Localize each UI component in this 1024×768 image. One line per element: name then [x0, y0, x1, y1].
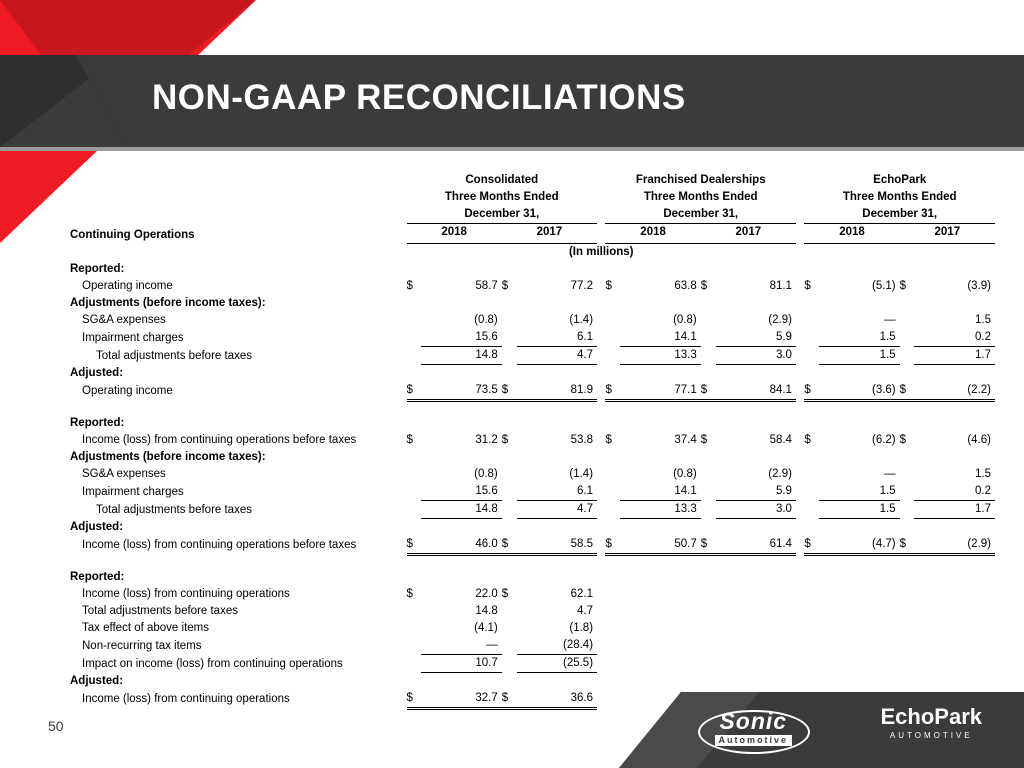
cell-value: 4.7 [517, 347, 597, 365]
cell-currency: $ [700, 434, 708, 446]
table-row [70, 466, 995, 483]
sonic-logo-tagline: Automotive [715, 735, 793, 746]
cell-value: 58.4 [769, 434, 792, 446]
section-heading-row [70, 673, 995, 690]
cell-value: — [884, 314, 896, 326]
year-header-cons-2017: 2017 [502, 224, 597, 244]
row-label: SG&A expenses [82, 468, 166, 480]
cell-value: 31.2 [475, 434, 498, 446]
units-note: (In millions) [568, 246, 634, 258]
heading-adjusted-2: Adjusted: [70, 520, 124, 533]
cell-currency: $ [605, 536, 620, 555]
heading-reported-2: Reported: [70, 417, 125, 429]
cell-value: — [421, 637, 501, 655]
section-heading-row [70, 519, 995, 536]
cell-value: (0.8) [673, 468, 697, 480]
section-heading-row [70, 261, 995, 278]
cell-value: 13.3 [620, 347, 700, 365]
section-heading-row [70, 449, 995, 466]
cell-currency: $ [407, 690, 422, 709]
group-date-franchised: December 31, [605, 206, 795, 224]
cell-value: 46.0 [421, 536, 501, 555]
cell-value: (3.9) [967, 280, 991, 292]
group-header-franchised: Franchised Dealerships [635, 174, 766, 186]
cell-value: 3.0 [716, 501, 796, 519]
row-label: Income (loss) from continuing operations [82, 588, 290, 600]
cell-value: 22.0 [475, 588, 498, 600]
cell-currency: $ [701, 382, 716, 401]
table-row [70, 312, 995, 329]
echopark-logo-tagline: AUTOMOTIVE [889, 731, 973, 740]
cell-value: 5.9 [716, 329, 796, 347]
cell-value: — [884, 468, 896, 480]
row-label: SG&A expenses [82, 314, 166, 326]
heading-reported-1: Reported: [70, 263, 125, 275]
cell-value: 6.1 [517, 483, 597, 501]
table-row [70, 637, 995, 655]
cell-currency: $ [501, 588, 509, 600]
cell-currency: $ [804, 536, 819, 555]
cell-value: 37.4 [674, 434, 697, 446]
cell-value: (3.6) [819, 382, 899, 401]
units-note-row [70, 244, 995, 262]
heading-adjusted-3: Adjusted: [70, 674, 124, 687]
group-header-consolidated: Consolidated [465, 174, 539, 186]
cell-value: 53.8 [570, 434, 594, 446]
cell-value: 1.7 [914, 347, 995, 365]
cell-value: 0.2 [914, 329, 995, 347]
table-row-total [70, 655, 995, 673]
group-header-echopark: EchoPark [873, 174, 927, 186]
cell-value: 4.7 [577, 605, 594, 617]
year-header-echo-2018: 2018 [804, 224, 899, 244]
row-label: Total adjustments before taxes [82, 605, 238, 617]
non-gaap-table [70, 172, 995, 710]
cell-value: 32.7 [421, 690, 501, 709]
heading-adjustments-1: Adjustments (before income taxes): [70, 297, 266, 309]
cell-value: 1.7 [914, 501, 995, 519]
group-period-echopark: Three Months Ended [842, 191, 957, 203]
cell-currency: $ [701, 536, 716, 555]
cell-value: (2.9) [768, 468, 792, 480]
table-row [70, 329, 995, 347]
cell-currency: $ [605, 434, 612, 446]
row-label: Income (loss) from continuing operations before taxes [82, 539, 357, 551]
cell-currency: $ [900, 536, 915, 555]
cell-currency: $ [502, 690, 517, 709]
cell-value: 36.6 [517, 690, 597, 709]
cell-value: 62.1 [570, 588, 594, 600]
echopark-logo-wordmark: EchoPark [880, 704, 982, 729]
group-date-echopark: December 31, [804, 206, 995, 224]
cell-value: (28.4) [517, 637, 597, 655]
cell-currency: $ [407, 536, 422, 555]
cell-currency: $ [900, 382, 915, 401]
cell-value: (1.8) [569, 622, 594, 634]
cell-value: 1.5 [819, 483, 899, 501]
table-row [70, 432, 995, 449]
cell-currency: $ [407, 382, 422, 401]
sonic-logo [715, 710, 793, 746]
cell-value: 5.9 [716, 483, 796, 501]
cell-value: 0.2 [914, 483, 995, 501]
group-date-consolidated: December 31, [407, 206, 598, 224]
title-underline [0, 147, 1024, 151]
cell-value: 6.1 [517, 329, 597, 347]
row-spacer [70, 400, 995, 415]
cell-value: 3.0 [716, 347, 796, 365]
cell-value: 81.1 [769, 280, 792, 292]
heading-adjustments-2: Adjustments (before income taxes): [70, 451, 266, 463]
cell-value: (1.4) [569, 468, 594, 480]
cell-value: (0.8) [474, 314, 498, 326]
year-header-fran-2017: 2017 [701, 224, 796, 244]
cell-value: (4.7) [819, 536, 899, 555]
cell-value: 58.7 [475, 280, 498, 292]
table-row [70, 603, 995, 620]
row-spacer [70, 554, 995, 569]
page-number: 50 [48, 718, 64, 734]
year-header-echo-2017: 2017 [900, 224, 995, 244]
table-row [70, 620, 995, 637]
group-period-franchised: Three Months Ended [643, 191, 758, 203]
table-row [70, 586, 995, 603]
cell-value: (1.4) [569, 314, 594, 326]
cell-value: 1.5 [975, 314, 991, 326]
table-header-row-years [70, 224, 995, 244]
row-label: Operating income [82, 385, 173, 397]
cell-value: 63.8 [674, 280, 697, 292]
cell-currency: $ [804, 280, 811, 292]
cell-value: 14.8 [421, 347, 501, 365]
cell-value: 4.7 [517, 501, 597, 519]
heading-adjusted-1: Adjusted: [70, 366, 124, 379]
section-heading-row [70, 365, 995, 382]
cell-currency: $ [605, 382, 620, 401]
row-label: Income (loss) from continuing operations before taxes [82, 434, 357, 446]
cell-value: (25.5) [517, 655, 597, 673]
cell-value: (2.2) [914, 382, 995, 401]
row-label: Impairment charges [82, 485, 184, 498]
table-row [70, 278, 995, 295]
cell-currency: $ [804, 434, 811, 446]
row-label: Tax effect of above items [82, 622, 209, 634]
row-label: Total adjustments before taxes [96, 503, 252, 516]
row-label-header: Continuing Operations [70, 228, 195, 241]
cell-currency: $ [406, 280, 413, 292]
heading-reported-3: Reported: [70, 571, 125, 583]
cell-value: 14.8 [421, 501, 501, 519]
cell-currency: $ [700, 280, 708, 292]
cell-value: 81.9 [517, 382, 597, 401]
cell-value: 14.8 [475, 605, 498, 617]
cell-value: 15.6 [421, 483, 501, 501]
cell-value: 10.7 [421, 655, 501, 673]
cell-value: 50.7 [620, 536, 700, 555]
cell-currency: $ [406, 434, 413, 446]
cell-currency: $ [804, 382, 819, 401]
table-row-adjusted [70, 382, 995, 401]
row-label: Total adjustments before taxes [96, 349, 252, 362]
cell-value: 15.6 [421, 329, 501, 347]
cell-value: 77.1 [620, 382, 700, 401]
cell-currency: $ [502, 536, 517, 555]
cell-currency: $ [899, 434, 907, 446]
cell-value: 1.5 [819, 501, 899, 519]
cell-value: 1.5 [819, 329, 899, 347]
cell-currency: $ [502, 382, 517, 401]
cell-value: 77.2 [570, 280, 594, 292]
table-header-row-date [70, 206, 995, 224]
cell-value: (6.2) [871, 434, 896, 446]
table-row-total [70, 347, 995, 365]
cell-currency: $ [501, 280, 509, 292]
table-header-row-period [70, 189, 995, 206]
row-label: Non-recurring tax items [82, 639, 202, 652]
cell-value: 13.3 [620, 501, 700, 519]
table-header-row-group [70, 172, 995, 189]
row-label: Impairment charges [82, 331, 184, 344]
cell-value: 14.1 [620, 483, 700, 501]
year-header-cons-2018: 2018 [407, 224, 502, 244]
group-period-consolidated: Three Months Ended [444, 191, 559, 203]
cell-value: 58.5 [517, 536, 597, 555]
row-label: Impact on income (loss) from continuing operations [82, 657, 343, 670]
cell-currency: $ [501, 434, 509, 446]
cell-value: (2.9) [768, 314, 792, 326]
cell-value: 14.1 [620, 329, 700, 347]
cell-value: (4.6) [967, 434, 991, 446]
cell-value: 1.5 [819, 347, 899, 365]
cell-value: (0.8) [673, 314, 697, 326]
table-row-adjusted [70, 536, 995, 555]
cell-value: (4.1) [474, 622, 498, 634]
row-label: Operating income [82, 280, 173, 292]
cell-currency: $ [406, 588, 413, 600]
year-header-fran-2018: 2018 [605, 224, 700, 244]
section-heading-row [70, 415, 995, 432]
cell-currency: $ [605, 280, 612, 292]
row-label: Income (loss) from continuing operations [82, 693, 290, 705]
cell-value: 61.4 [716, 536, 796, 555]
sonic-logo-wordmark: Sonic [719, 708, 788, 734]
cell-value: (5.1) [871, 280, 896, 292]
table-row [70, 483, 995, 501]
cell-value: 73.5 [421, 382, 501, 401]
page-title: NON-GAAP RECONCILIATIONS [152, 78, 686, 117]
cell-currency: $ [899, 280, 907, 292]
cell-value: 1.5 [975, 468, 991, 480]
cell-value: (0.8) [474, 468, 498, 480]
section-heading-row [70, 569, 995, 586]
cell-value: 84.1 [716, 382, 796, 401]
table-row-total [70, 501, 995, 519]
section-heading-row [70, 295, 995, 312]
echopark-logo [881, 706, 983, 740]
cell-value: (2.9) [914, 536, 995, 555]
